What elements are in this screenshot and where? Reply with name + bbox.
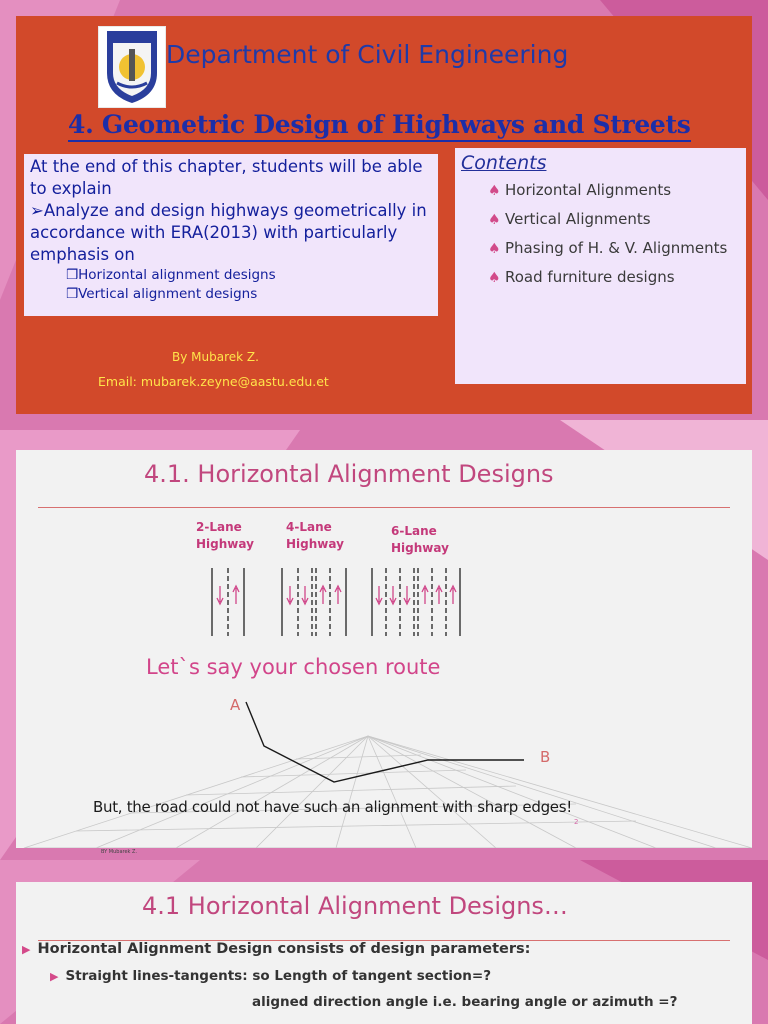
point-b-label: B bbox=[540, 748, 551, 766]
heading-divider bbox=[38, 507, 730, 508]
slide-heading: 4.1. Horizontal Alignment Designs bbox=[144, 460, 554, 488]
author-name: By Mubarek Z. bbox=[172, 350, 259, 364]
triangle-bullet-icon: ▶ bbox=[22, 943, 31, 956]
author-email: Email: mubarek.zeyne@aastu.edu.et bbox=[98, 374, 329, 389]
contents-item: ♠ Vertical Alignments bbox=[488, 210, 651, 228]
lane-label-4: 4-Lane Highway bbox=[286, 520, 344, 551]
contents-box bbox=[455, 148, 746, 384]
objectives-main: ➢Analyze and design highways geometrically in accordance with ERA(2013) with particularly emphasis on bbox=[30, 201, 427, 264]
university-logo bbox=[98, 26, 166, 108]
slide-1 bbox=[16, 16, 752, 414]
contents-item: ♠ Horizontal Alignments bbox=[488, 181, 672, 199]
bullet-level-1: ▶ Horizontal Alignment Design consists of design parameters: bbox=[22, 941, 531, 957]
spade-icon: ♠ bbox=[488, 212, 501, 228]
point-a-label: A bbox=[230, 696, 241, 714]
lane-label-6: 6-Lane Highway bbox=[391, 524, 449, 555]
contents-list bbox=[461, 180, 740, 287]
objective-item: ❒Horizontal alignment designs bbox=[66, 267, 276, 283]
bullet-level-2: ▶ Straight lines-tangents: so Length of tangent section=? bbox=[50, 968, 492, 984]
emblem-icon bbox=[99, 27, 165, 107]
route-path bbox=[246, 702, 524, 782]
chapter-title: 4. Geometric Design of Highways and Streets bbox=[68, 110, 691, 142]
spade-icon: ♠ bbox=[488, 270, 501, 286]
page-number: 2 bbox=[574, 818, 579, 826]
spade-icon: ♠ bbox=[488, 241, 501, 257]
triangle-bullet-icon: ▶ bbox=[50, 970, 59, 983]
contents-item: ♠ Road furniture designs bbox=[488, 268, 675, 286]
slide-footer: BY Mubarek Z. bbox=[101, 849, 138, 855]
spade-icon: ♠ bbox=[488, 183, 501, 199]
objectives-intro: At the end of this chapter, students will be able to explain bbox=[30, 157, 423, 198]
contents-item: ♠ Phasing of H. & V. Alignments bbox=[488, 239, 728, 257]
slide-2 bbox=[16, 450, 752, 848]
department-name: Department of Civil Engineering bbox=[166, 40, 569, 69]
contents-heading: Contents bbox=[461, 152, 547, 174]
perspective-grid bbox=[16, 678, 752, 848]
bullet-continuation: aligned direction angle i.e. bearing angle or azimuth =? bbox=[252, 994, 678, 1010]
route-text: Let`s say your chosen route bbox=[146, 655, 441, 679]
note-text: But, the road could not have such an alignment with sharp edges! bbox=[93, 798, 572, 816]
lane-label-2: 2-Lane Highway bbox=[196, 520, 254, 551]
objective-item: ❒Vertical alignment designs bbox=[66, 286, 258, 302]
slide-heading: 4.1 Horizontal Alignment Designs… bbox=[142, 892, 568, 920]
objectives-box bbox=[24, 154, 438, 316]
